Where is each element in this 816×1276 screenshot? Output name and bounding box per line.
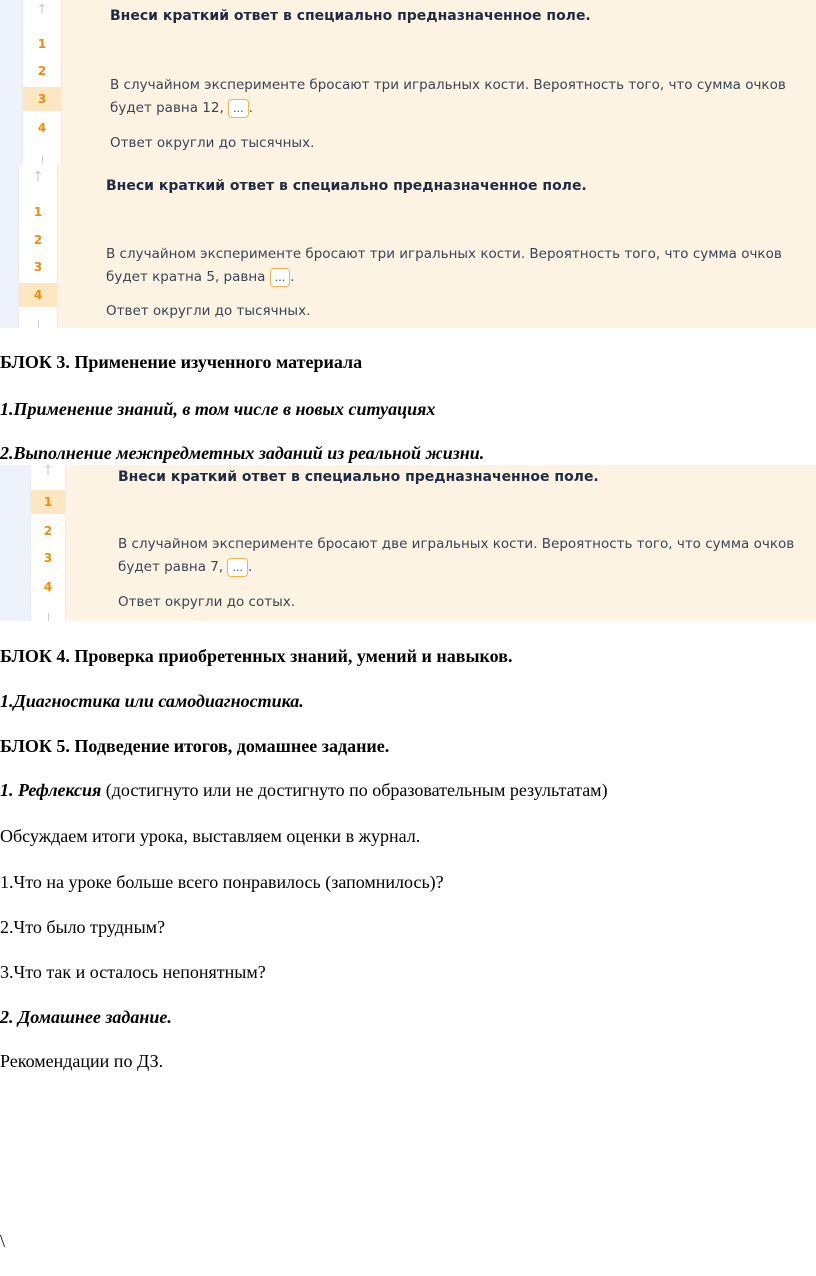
- problem-line-2-text: будет равна 7,: [118, 559, 224, 575]
- task-card-1: [0, 0, 816, 165]
- problem-line-2-text: будет равна 12,: [110, 100, 224, 116]
- arrow-up-icon[interactable]: ↑: [36, 2, 48, 18]
- answer-blank[interactable]: ...: [270, 268, 291, 287]
- backslash-mark: \: [0, 1231, 6, 1251]
- task-nav-item-1[interactable]: 1: [31, 490, 65, 514]
- task-nav-item-2[interactable]: 2: [37, 64, 47, 78]
- task-heading: Внеси краткий ответ в специально предназначенное поле.: [118, 469, 599, 485]
- task-rail: [0, 0, 22, 165]
- nav-tick: [38, 320, 39, 328]
- task-heading: Внеси краткий ответ в специально предназначенное поле.: [106, 178, 587, 194]
- task-nav: [18, 165, 58, 328]
- task-nav-item-2[interactable]: 2: [33, 233, 43, 247]
- task-problem: [110, 74, 800, 120]
- task-problem: [106, 243, 796, 289]
- block3-item-1: 1.Применение знаний, в том числе в новых ситуациях: [0, 399, 436, 419]
- task-nav-item-2[interactable]: 2: [43, 524, 53, 538]
- task-hint: Ответ округли до сотых.: [118, 594, 296, 610]
- homework-text: Рекомендации по ДЗ.: [0, 1051, 164, 1071]
- task-hint: Ответ округли до тысячных.: [106, 303, 311, 319]
- block5-heading: БЛОК 5. Подведение итогов, домашнее задание.: [0, 736, 390, 756]
- problem-end: .: [247, 559, 253, 575]
- task-nav-item-4[interactable]: 4: [37, 121, 47, 135]
- problem-line-1: В случайном эксперименте бросают две игральных кости. Вероятность того, что сумма очков: [118, 536, 795, 552]
- task-nav-item-3[interactable]: 3: [23, 87, 61, 111]
- nav-tick: [42, 155, 43, 163]
- reflexion-line: [0, 779, 608, 801]
- task-content: [68, 165, 816, 328]
- problem-line-2-text: будет кратна 5, равна: [106, 269, 266, 285]
- block3-heading: БЛОК 3. Применение изученного материала: [0, 352, 363, 372]
- problem-end: .: [248, 100, 253, 116]
- task-nav: [30, 465, 66, 621]
- task-problem: [118, 533, 808, 579]
- task-nav-item-3[interactable]: 3: [43, 551, 53, 565]
- question-3: 3.Что так и осталось непонятным?: [0, 962, 266, 982]
- task-nav-item-4[interactable]: 4: [19, 283, 57, 307]
- problem-line-2: [118, 556, 808, 579]
- task-heading: Внеси краткий ответ в специально предназначенное поле.: [110, 8, 591, 24]
- task-nav-item-1[interactable]: 1: [37, 37, 47, 51]
- task-nav-item-4[interactable]: 4: [43, 580, 53, 594]
- reflexion-note: (достигнуто или не достигнуто по образовательным результатам): [101, 780, 608, 800]
- question-2: 2.Что было трудным?: [0, 917, 166, 937]
- task-rail: [0, 165, 18, 328]
- task-nav: [22, 0, 62, 165]
- block3-item-2: 2.Выполнение межпредметных заданий из реальной жизни.: [0, 443, 485, 463]
- task-rail: [0, 465, 30, 621]
- question-1: 1.Что на уроке больше всего понравилось (запомнилось)?: [0, 872, 444, 892]
- problem-end: .: [290, 269, 295, 285]
- task-card-2: [0, 165, 816, 328]
- block4-heading: БЛОК 4. Проверка приобретенных знаний, умений и навыков.: [0, 646, 513, 666]
- task-card-3: [0, 465, 816, 621]
- problem-line-2: [110, 97, 800, 120]
- task-content: [78, 465, 816, 621]
- homework-title: 2. Домашнее задание.: [0, 1007, 172, 1027]
- answer-blank[interactable]: ...: [227, 558, 248, 577]
- arrow-up-icon[interactable]: ↑: [42, 465, 54, 479]
- reflexion-title: 1. Рефлексия: [0, 780, 102, 800]
- task-nav-item-3[interactable]: 3: [33, 260, 43, 274]
- problem-line-1: В случайном эксперименте бросают три игральных кости. Вероятность того, что сумма очков: [106, 246, 782, 262]
- answer-blank[interactable]: ...: [228, 99, 249, 118]
- task-content: [72, 0, 816, 165]
- task-nav-item-1[interactable]: 1: [33, 205, 43, 219]
- block4-item-1: 1.Диагностика или самодиагностика.: [0, 691, 304, 711]
- problem-line-2: [106, 266, 796, 289]
- discuss-text: Обсуждаем итоги урока, выставляем оценки в журнал.: [0, 826, 421, 846]
- problem-line-1: В случайном эксперименте бросают три игральных кости. Вероятность того, что сумма очков: [110, 77, 786, 93]
- nav-tick: [48, 613, 49, 621]
- arrow-up-icon[interactable]: ↑: [32, 169, 44, 185]
- task-hint: Ответ округли до тысячных.: [110, 135, 315, 151]
